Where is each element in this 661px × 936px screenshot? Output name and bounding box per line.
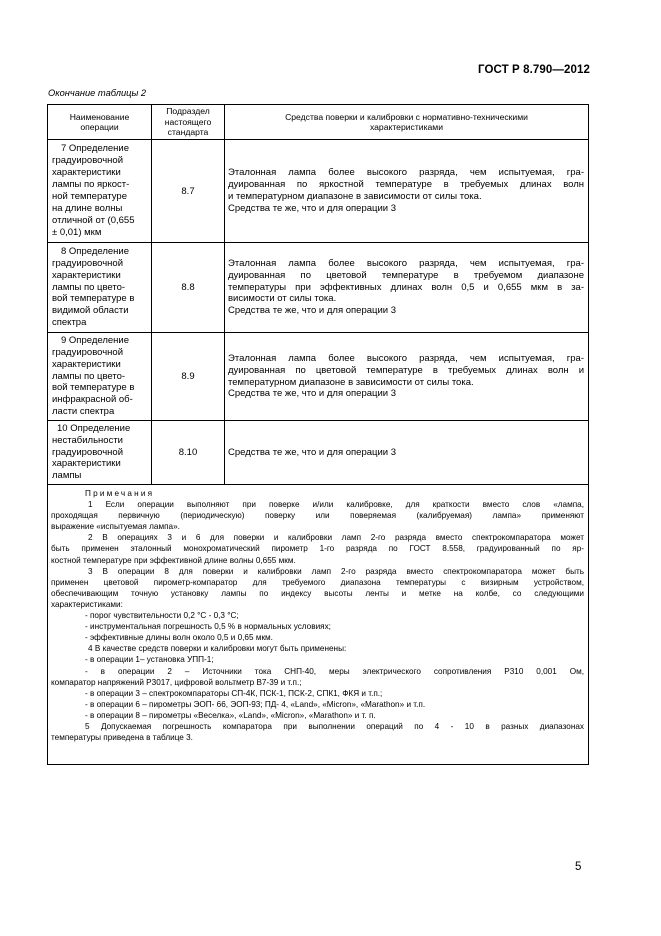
- page-number: 5: [575, 861, 582, 873]
- header-operation-name: Наименование операции: [48, 105, 152, 140]
- table-caption: Окончание таблицы 2: [48, 88, 147, 98]
- operation-name: 7 Определение градуировочной характеристики лампы по яркост- ной температуре на длине волны отличной от (0,655 ± 0,01) мкм: [48, 140, 152, 243]
- notes-row: [48, 485, 589, 765]
- subsection-number: 8.9: [152, 333, 225, 421]
- subsection-number: 8.7: [152, 140, 225, 243]
- standard-header: ГОСТ Р 8.790—2012: [478, 64, 590, 76]
- table-header-row: [48, 105, 589, 140]
- means-description: Средства те же, что и для операции 3: [225, 421, 589, 485]
- operation-name: 9 Определение градуировочной характеристики лампы по цвето- вой температуре в инфракрасной об- ласти спектра: [48, 333, 152, 421]
- notes-title: Примечания: [85, 489, 155, 498]
- subsection-number: 8.10: [152, 421, 225, 485]
- means-description: Эталонная лампа более высокого разряда, чем испытуемая, гра- дуированная по цветовой температуре в требуемом диапазоне температуры при эффективных длинах волн 0,5 и 0,655 мкм в за- висимости от силы тока. Средства те же, что и для операции 3: [225, 243, 589, 333]
- header-means: Средства поверки и калибровки с нормативно-техническими характеристиками: [225, 105, 589, 140]
- means-description: Эталонная лампа более высокого разряда, чем испытуемая, гра- дуированная по цветовой температуре в требуемых длинах волн и температурном диапазоне в зависимости от силы тока. Средства те же, что и для операции 3: [225, 333, 589, 421]
- operation-name: 10 Определение нестабильности градуировочной характеристики лампы: [48, 421, 152, 485]
- table-row: [48, 333, 589, 421]
- table-row: [48, 243, 589, 333]
- table-row: [48, 421, 589, 485]
- subsection-number: 8.8: [152, 243, 225, 333]
- operation-name: 8 Определение градуировочной характеристики лампы по цвето- вой температуре в видимой области спектра: [48, 243, 152, 333]
- table-row: [48, 140, 589, 243]
- header-subsection: Подраздел настоящего стандарта: [152, 105, 225, 140]
- requirements-table: [47, 104, 589, 765]
- notes-block: Примечания 1 Если операции выполняют при поверке и/или калибровке, для краткости вместо слов «лампа, проходящая первичную (периодическую) поверку или поверяемая (калибруемая) лампа» применяют выражение «испытуемая лампа». 2 В операциях 3 и 6 для поверки и калибровки ламп 2-го разряда вместо спектрокомпаратора может быть применен эталонный монохроматический пирометр 1-го разряда по ГОСТ 8.558, градуированный по яр- костной температуре при эффективной длине волны 0,655 мкм. 3 В операции 8 для поверки и калибровки ламп 2-го разряда вместо спектрокомпаратора может быть применен цветовой пирометр-компаратор для требуемого диапазона температуры с визирным устройством, обеспечивающим точную установку лампы по индексу высоты ленты и метке на колбе, со следующими характеристиками: - порог чувствительности 0,2 °С - 0,3 °С; - инструментальная погрешность 0,5 % в нормальных условиях; - эффективные длины волн около 0,5 и 0,65 мкм. 4 В качестве средств поверки и калибровки могут быть применены: - в операции 1– установка УПП-1; - в операции 2 – Источники тока СНП-40, меры электрического сопротивления Р310 0,001 Ом, компаратор напряжений Р3017, цифровой вольтметр В7-39 и т.п.; - в операции 3 – спектрокомпараторы СП-4К, ПСК-1, ПСК-2, СПК1, ФКЯ и т.п.; - в операции 6 – пирометры ЭОП- 66, ЭОП-93; ПД- 4, «Land», «Micron», «Marathon» и т.п. - в операции 8 – пирометры «Веселка», «Land», «Micron», «Marathon» и т. п. 5 Допускаемая погрешность компаратора при выполнении операций по 4 - 10 в разных диапазонах температуры приведена в таблице 3.: [48, 485, 589, 765]
- means-description: Эталонная лампа более высокого разряда, чем испытуемая, гра- дуированная по яркостной температуре в требуемых длинах волн и температурном диапазоне в зависимости от силы тока. Средства те же, что и для операции 3: [225, 140, 589, 243]
